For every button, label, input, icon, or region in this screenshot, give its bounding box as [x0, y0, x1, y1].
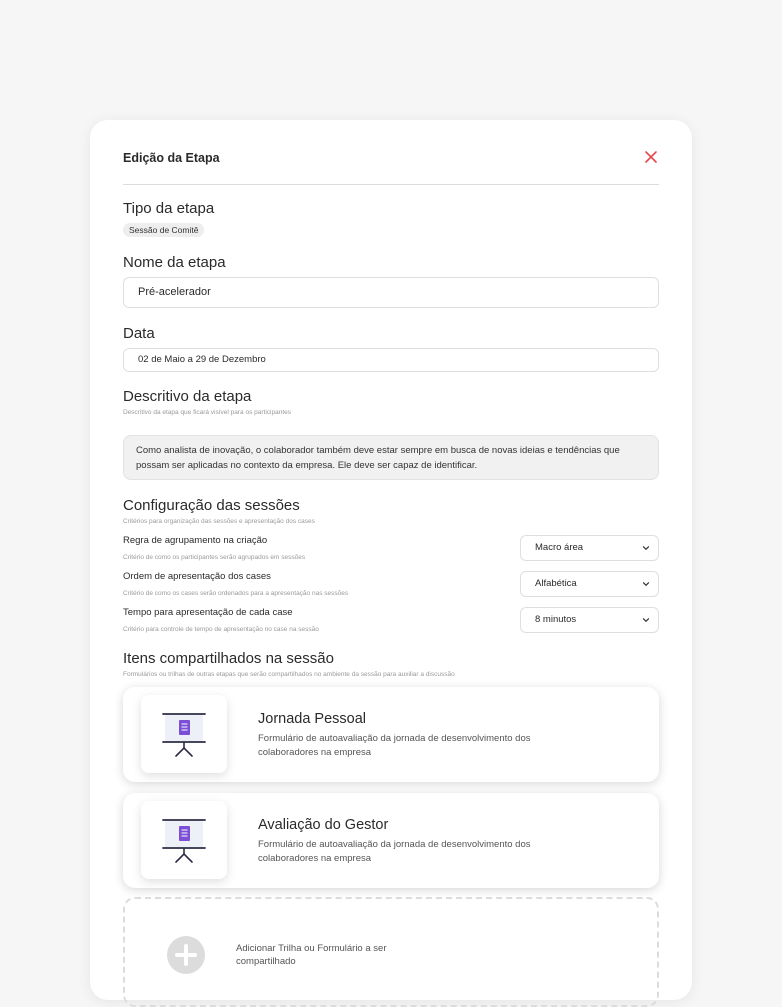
- chevron-down-icon: [642, 544, 650, 552]
- sessions-config-label: Configuração das sessões: [123, 497, 300, 514]
- shared-item-card[interactable]: [123, 687, 659, 782]
- item-title: Jornada Pessoal: [258, 711, 367, 727]
- edit-stage-modal: [90, 120, 692, 1000]
- presentation-form-icon: [162, 712, 206, 758]
- close-button[interactable]: [643, 149, 659, 165]
- presentation-order-hint: Critério de como os cases serão ordenados para a apresentação nas sessões: [123, 590, 349, 597]
- add-shared-item-button[interactable]: [123, 897, 659, 1007]
- add-shared-item-label: Adicionar Trilha ou Formulário a ser compartilhado: [236, 943, 387, 967]
- item-title: Avaliação do Gestor: [258, 817, 389, 833]
- description-textarea[interactable]: Como analista de inovação, o colaborador também deve estar sempre em busca de novas ideias e tendências que possam ser aplicadas no contexto da empresa. Ele deve ser capaz de identificar.: [123, 435, 659, 480]
- stage-type-label: Tipo da etapa: [123, 200, 215, 217]
- shared-item-card[interactable]: [123, 793, 659, 888]
- stage-type-badge: Sessão de Comitê: [123, 223, 204, 237]
- item-thumbnail: [141, 695, 227, 773]
- grouping-rule-value: Macro área: [535, 542, 584, 553]
- modal-title: Edição da Etapa: [123, 151, 220, 165]
- presentation-order-value: Alfabética: [535, 578, 577, 589]
- date-label: Data: [123, 325, 155, 342]
- presentation-time-hint: Critério para controle de tempo de apresentação no case na sessão: [123, 626, 319, 633]
- item-thumbnail: [141, 801, 227, 879]
- stage-name-input[interactable]: Pré-acelerador: [123, 277, 659, 308]
- chevron-down-icon: [642, 580, 650, 588]
- grouping-rule-label: Regra de agrupamento na criação: [123, 535, 268, 546]
- chevron-down-icon: [642, 616, 650, 624]
- plus-circle-icon: [167, 936, 205, 974]
- sessions-config-hint: Critérios para organização das sessões e apresentação dos cases: [123, 518, 315, 525]
- grouping-rule-hint: Critério de como os participantes serão agrupados em sessões: [123, 554, 306, 561]
- description-hint: Descritivo da etapa que ficará visível para os participantes: [123, 409, 292, 416]
- presentation-form-icon: [162, 818, 206, 864]
- close-icon: [643, 149, 659, 165]
- date-input[interactable]: 02 de Maio a 29 de Dezembro: [123, 348, 659, 372]
- presentation-order-select[interactable]: [520, 571, 659, 597]
- item-description: Formulário de autoavaliação da jornada de desenvolvimento dos colaboradores na empresa: [258, 733, 531, 758]
- stage-name-label: Nome da etapa: [123, 254, 226, 271]
- shared-items-hint: Formulários ou trilhas de outras etapas que serão compartilhados no ambiente da sessão para auxiliar a discussão: [123, 671, 455, 678]
- description-label: Descritivo da etapa: [123, 388, 252, 405]
- presentation-time-label: Tempo para apresentação de cada case: [123, 607, 293, 618]
- presentation-time-select[interactable]: [520, 607, 659, 633]
- presentation-time-value: 8 minutos: [535, 614, 577, 625]
- modal-header: [123, 150, 659, 185]
- presentation-order-label: Ordem de apresentação dos cases: [123, 571, 271, 582]
- shared-items-label: Itens compartilhados na sessão: [123, 650, 334, 667]
- item-description: Formulário de autoavaliação da jornada de desenvolvimento dos colaboradores na empresa: [258, 839, 531, 864]
- grouping-rule-select[interactable]: [520, 535, 659, 561]
